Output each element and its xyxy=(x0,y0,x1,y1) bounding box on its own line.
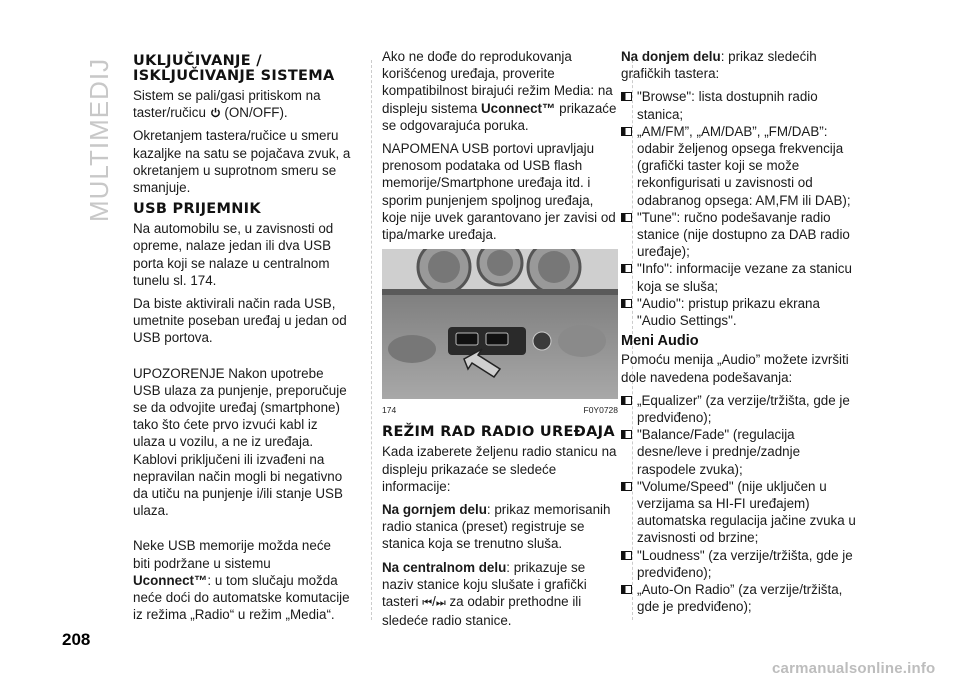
paragraph-text: prikazaće se odgovarajuća poruka. xyxy=(382,100,617,133)
label-text: Na gornjem delu xyxy=(382,502,487,518)
heading-audio-menu: Meni Audio xyxy=(621,333,699,350)
button-bullet-icon xyxy=(621,264,632,273)
usb-ports-photo xyxy=(382,249,618,399)
paragraph-usb-ports: Na automobilu se, u zavisnosti od opreme, nalaze jedan ili dva USB porta koji se nalaze u centralnom tunelu sl. 174. xyxy=(133,221,334,288)
list-item: „Auto-On Radio” (za verzije/tržišta, gde je predviđeno); xyxy=(621,581,862,615)
button-bullet-icon xyxy=(621,551,632,560)
figure-caption xyxy=(382,402,618,419)
heading-power: UKLJUČIVANJE / ISKLJUČIVANJE SISTEMA xyxy=(133,53,335,84)
column-3 xyxy=(621,48,862,616)
heading-usb: USB PRIJEMNIK xyxy=(133,201,261,218)
paragraph-note: NAPOMENA USB portovi upravljaju prenosom podataka od USB flash memorije/Smartphone uređaja itd. i sporim punjenjem spoljnog uređaja, koje nije uvek garantovano jer zavisi od tipa/marke uređaja. xyxy=(382,141,616,243)
paragraph-text: (ON/OFF). xyxy=(224,105,288,121)
paragraph-audio-intro: Pomoću menija „Audio” možete izvršiti dole navedena podešavanja: xyxy=(621,352,849,385)
paragraph-text: : prikaz sledećih grafičkih tastera: xyxy=(621,49,817,82)
paragraph-usb-activate: Da biste aktivirali način rada USB, umetnite poseban uređaj u jedan od USB portova. xyxy=(133,296,347,346)
list-item: „Equalizer” (za verzije/tržišta, gde je predviđeno); xyxy=(621,392,862,426)
paragraph-usb-support xyxy=(133,537,351,623)
list-item: "Audio": pristup prikazu ekrana "Audio Settings". xyxy=(621,295,862,329)
paragraph-media xyxy=(382,48,618,134)
label-text: Na centralnom delu xyxy=(382,559,507,575)
paragraph-volume: Okretanjem tastera/ručice u smeru kazaljke na satu se pojačava zvuk, a okretanjem u suprotnom smeru se smanjuje. xyxy=(133,128,351,196)
power-icon xyxy=(210,107,221,118)
list-item: "Volume/Speed" (nije uključen u verzijama sa HI-FI uređajem) automatska regulacija jačine zvuka u zavisnosti od brzine; xyxy=(621,478,862,547)
paragraph-text: Neke USB memorije možda neće biti podržane u sistemu xyxy=(133,538,331,571)
button-bullet-icon xyxy=(621,482,632,491)
list-item: "Info": informacije vezane za stanicu koja se sluša; xyxy=(621,260,862,294)
paragraph-text: za odabir prethodne ili sledeće radio stanice. xyxy=(382,594,582,629)
button-bullet-icon xyxy=(621,127,632,136)
section-side-title: MULTIMEDIJ xyxy=(84,57,114,222)
graphic-buttons-list xyxy=(621,88,862,329)
paragraph-text: Sistem se pali/gasi pritiskom na taster/ručicu xyxy=(133,88,321,121)
column-2 xyxy=(382,48,618,635)
button-bullet-icon xyxy=(621,299,632,308)
paragraph-text: Ako ne dođe do reprodukovanja korišćenog uređaja, proverite kompatibilnost birajući režim Media: na displeju sistema xyxy=(382,49,613,116)
column-1 xyxy=(133,48,351,629)
button-bullet-icon xyxy=(621,92,632,101)
paragraph-top-section xyxy=(382,501,618,553)
paragraph-warning: UPOZORENJE Nakon upotrebe USB ulaza za punjenje, preporučuje se da odvojite uređaj (smartphone) tako što ćete prvo izvući kabl iz ulaza u vozilu, a ne iz uređaja. Kablovi priključeni ili izvađeni na nepravilan način mogli bi negativno da utiču na punjenje i/ili stanje USB ulaza. xyxy=(133,365,347,519)
list-item: „AM/FM”, „AM/DAB”, „FM/DAB”: odabir željenog opsega frekvencija (grafički taster koji se može rekonfigurisati u zavisnosti od odabranog opsega: AM,FM ili DAB); xyxy=(621,123,862,209)
page-number: 208 xyxy=(62,630,91,649)
paragraph-radio-intro: Kada izaberete željenu radio stanicu na displeju prikazaće se sledeće informacije: xyxy=(382,444,617,494)
button-bullet-icon xyxy=(621,396,632,405)
button-bullet-icon xyxy=(621,213,632,222)
brand-text: Uconnect™ xyxy=(133,572,208,588)
list-item: "Balance/Fade" (regulacija desne/leve i prednje/zadnje raspodele zvuka); xyxy=(621,426,862,478)
column-divider xyxy=(371,60,372,620)
list-item: "Loudness" (za verzije/tržišta, gde je predviđeno); xyxy=(621,547,862,581)
watermark: carmanualsonline.info xyxy=(772,660,936,677)
next-track-icon: ⏭ xyxy=(435,597,446,610)
paragraph-center-section: Na centralnom delu: prikazuje se naziv stanice koju slušate i grafički tasteri ⏮/⏭ za odabir prethodne ili sledeće radio stanice. xyxy=(382,559,587,629)
heading-radio-mode: REŽIM RAD RADIO UREĐAJA xyxy=(382,424,615,441)
paragraph-text: : prikazuje se naziv stanice koju slušate i grafički xyxy=(382,559,587,592)
paragraph-text: : prikaz memorisanih radio stanica (preset) registruje se stanica koja se trenutno sluša. xyxy=(382,502,611,552)
paragraph-text: : u tom slučaju možda neće doći do automatske komutacije iz režima „Radio“ u režim „Media“. xyxy=(133,572,350,623)
paragraph-power xyxy=(133,87,351,121)
list-item: "Tune": ručno podešavanje radio stanice (nije dostupno za DAB radio uređaje); xyxy=(621,209,862,261)
list-item: "Browse": lista dostupnih radio stanica; xyxy=(621,88,862,122)
audio-settings-list xyxy=(621,392,862,616)
previous-track-icon: ⏮ xyxy=(422,597,433,610)
usb-ports-illustration xyxy=(382,249,618,399)
button-bullet-icon xyxy=(621,585,632,594)
button-bullet-icon xyxy=(621,430,632,439)
paragraph-bottom-section xyxy=(621,48,862,82)
brand-text: Uconnect™ xyxy=(481,100,556,116)
label-text: Na donjem delu xyxy=(621,49,721,64)
figure-code: F0Y0728 xyxy=(583,405,618,416)
paragraph-text: tasteri xyxy=(382,594,419,610)
figure-number: 174 xyxy=(382,405,397,416)
